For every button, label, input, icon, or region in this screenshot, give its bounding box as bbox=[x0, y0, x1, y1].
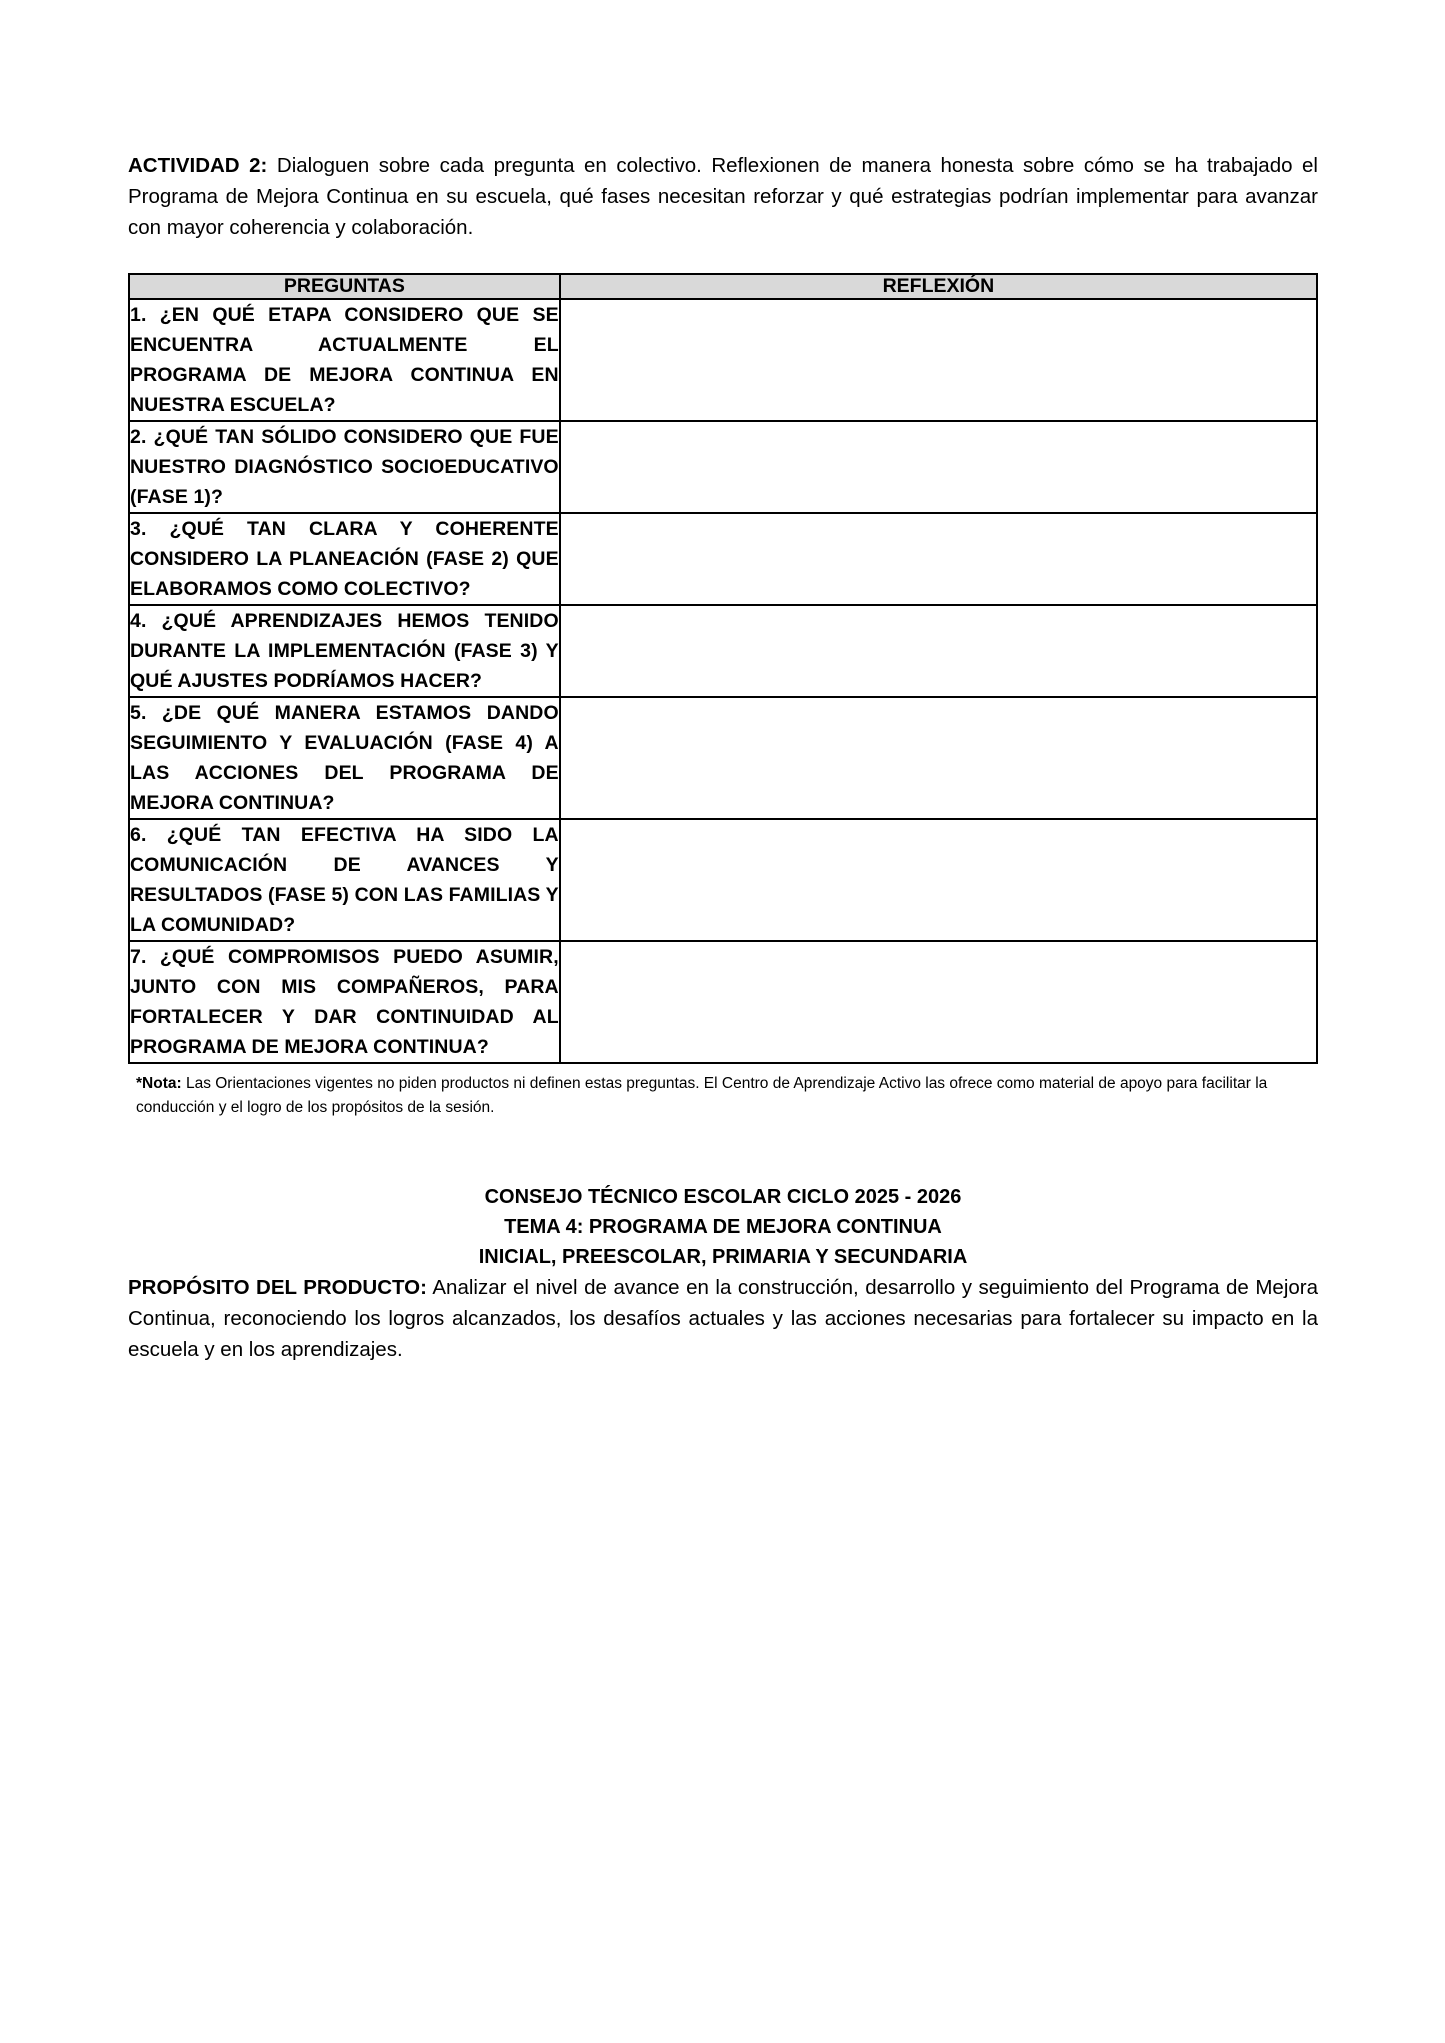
reflection-cell-2[interactable] bbox=[560, 421, 1317, 513]
reflection-cell-4[interactable] bbox=[560, 605, 1317, 697]
question-cell-1 bbox=[129, 299, 560, 421]
question-text-5: 5. ¿DE QUÉ MANERA ESTAMOS DANDO SEGUIMIENTO Y EVALUACIÓN (FASE 4) A LAS ACCIONES DEL PROGRAMA DE MEJORA CONTINUA? bbox=[130, 702, 559, 814]
activity-label: ACTIVIDAD 2: bbox=[128, 154, 268, 177]
table-header bbox=[129, 274, 1317, 299]
reflection-cell-1[interactable] bbox=[560, 299, 1317, 421]
activity-intro-text: Dialoguen sobre cada pregunta en colectivo. Reflexionen de manera honesta sobre cómo se ha trabajado el Programa de Mejora Continua en su escuela, qué fases necesitan reforzar y qué estrategias podrían implementar para avanzar con mayor coherencia y colaboración. bbox=[128, 154, 1318, 239]
question-text-7: 7. ¿QUÉ COMPROMISOS PUEDO ASUMIR, JUNTO CON MIS COMPAÑEROS, PARA FORTALECER Y DAR CONTINUIDAD AL PROGRAMA DE MEJORA CONTINUA? bbox=[130, 946, 559, 1058]
reflection-cell-6[interactable] bbox=[560, 819, 1317, 941]
table-header-row bbox=[129, 274, 1317, 299]
table-row bbox=[129, 421, 1317, 513]
footer-line-levels: INICIAL, PREESCOLAR, PRIMARIA Y SECUNDARIA bbox=[478, 1246, 968, 1268]
reflection-cell-7[interactable] bbox=[560, 941, 1317, 1063]
activity-intro-paragraph bbox=[128, 150, 1318, 243]
question-text-6: 6. ¿QUÉ TAN EFECTIVA HA SIDO LA COMUNICACIÓN DE AVANCES Y RESULTADOS (FASE 5) CON LAS FAMILIAS Y LA COMUNIDAD? bbox=[130, 824, 559, 936]
column-header-reflection: REFLEXIÓN bbox=[560, 274, 1317, 299]
footnote bbox=[136, 1072, 1311, 1120]
footnote-text: Las Orientaciones vigentes no piden productos ni definen estas preguntas. El Centro de Aprendizaje Activo las ofrece como material de apoyo para facilitar la conducción y el logro de los propósitos de la sesión. bbox=[136, 1075, 1268, 1116]
questions-reflection-table bbox=[128, 273, 1318, 1064]
table-body bbox=[129, 299, 1317, 1063]
question-text-2: 2. ¿QUÉ TAN SÓLIDO CONSIDERO QUE FUE NUESTRO DIAGNÓSTICO SOCIOEDUCATIVO (FASE 1)? bbox=[130, 426, 559, 508]
reflection-cell-3[interactable] bbox=[560, 513, 1317, 605]
question-cell-3 bbox=[129, 513, 560, 605]
footer-headings bbox=[128, 1182, 1318, 1272]
table-row bbox=[129, 299, 1317, 421]
question-text-1: 1. ¿EN QUÉ ETAPA CONSIDERO QUE SE ENCUENTRA ACTUALMENTE EL PROGRAMA DE MEJORA CONTINUA EN NUESTRA ESCUELA? bbox=[130, 304, 559, 416]
footer-line-theme: TEMA 4: PROGRAMA DE MEJORA CONTINUA bbox=[504, 1216, 942, 1238]
question-cell-7 bbox=[129, 941, 560, 1063]
table-row bbox=[129, 819, 1317, 941]
table-row bbox=[129, 697, 1317, 819]
purpose-paragraph bbox=[128, 1272, 1318, 1365]
table-row bbox=[129, 513, 1317, 605]
question-cell-6 bbox=[129, 819, 560, 941]
table-row bbox=[129, 605, 1317, 697]
question-text-4: 4. ¿QUÉ APRENDIZAJES HEMOS TENIDO DURANTE LA IMPLEMENTACIÓN (FASE 3) Y QUÉ AJUSTES PODRÍAMOS HACER? bbox=[130, 610, 559, 692]
footer-line-council: CONSEJO TÉCNICO ESCOLAR CICLO 2025 - 2026 bbox=[484, 1186, 962, 1208]
reflection-cell-5[interactable] bbox=[560, 697, 1317, 819]
question-cell-4 bbox=[129, 605, 560, 697]
column-header-questions: PREGUNTAS bbox=[129, 274, 560, 299]
document-content bbox=[128, 150, 1318, 1365]
purpose-text: Analizar el nivel de avance en la construcción, desarrollo y seguimiento del Programa de Mejora Continua, reconociendo los logros alcanzados, los desafíos actuales y las acciones necesarias para fortalecer su impacto en la escuela y en los aprendizajes. bbox=[128, 1276, 1319, 1361]
question-cell-5 bbox=[129, 697, 560, 819]
question-cell-2 bbox=[129, 421, 560, 513]
question-text-3: 3. ¿QUÉ TAN CLARA Y COHERENTE CONSIDERO LA PLANEACIÓN (FASE 2) QUE ELABORAMOS COMO COLECTIVO? bbox=[130, 518, 559, 600]
purpose-label: PROPÓSITO DEL PRODUCTO: bbox=[128, 1276, 427, 1299]
footnote-label: *Nota: bbox=[136, 1075, 182, 1092]
table-row bbox=[129, 941, 1317, 1063]
